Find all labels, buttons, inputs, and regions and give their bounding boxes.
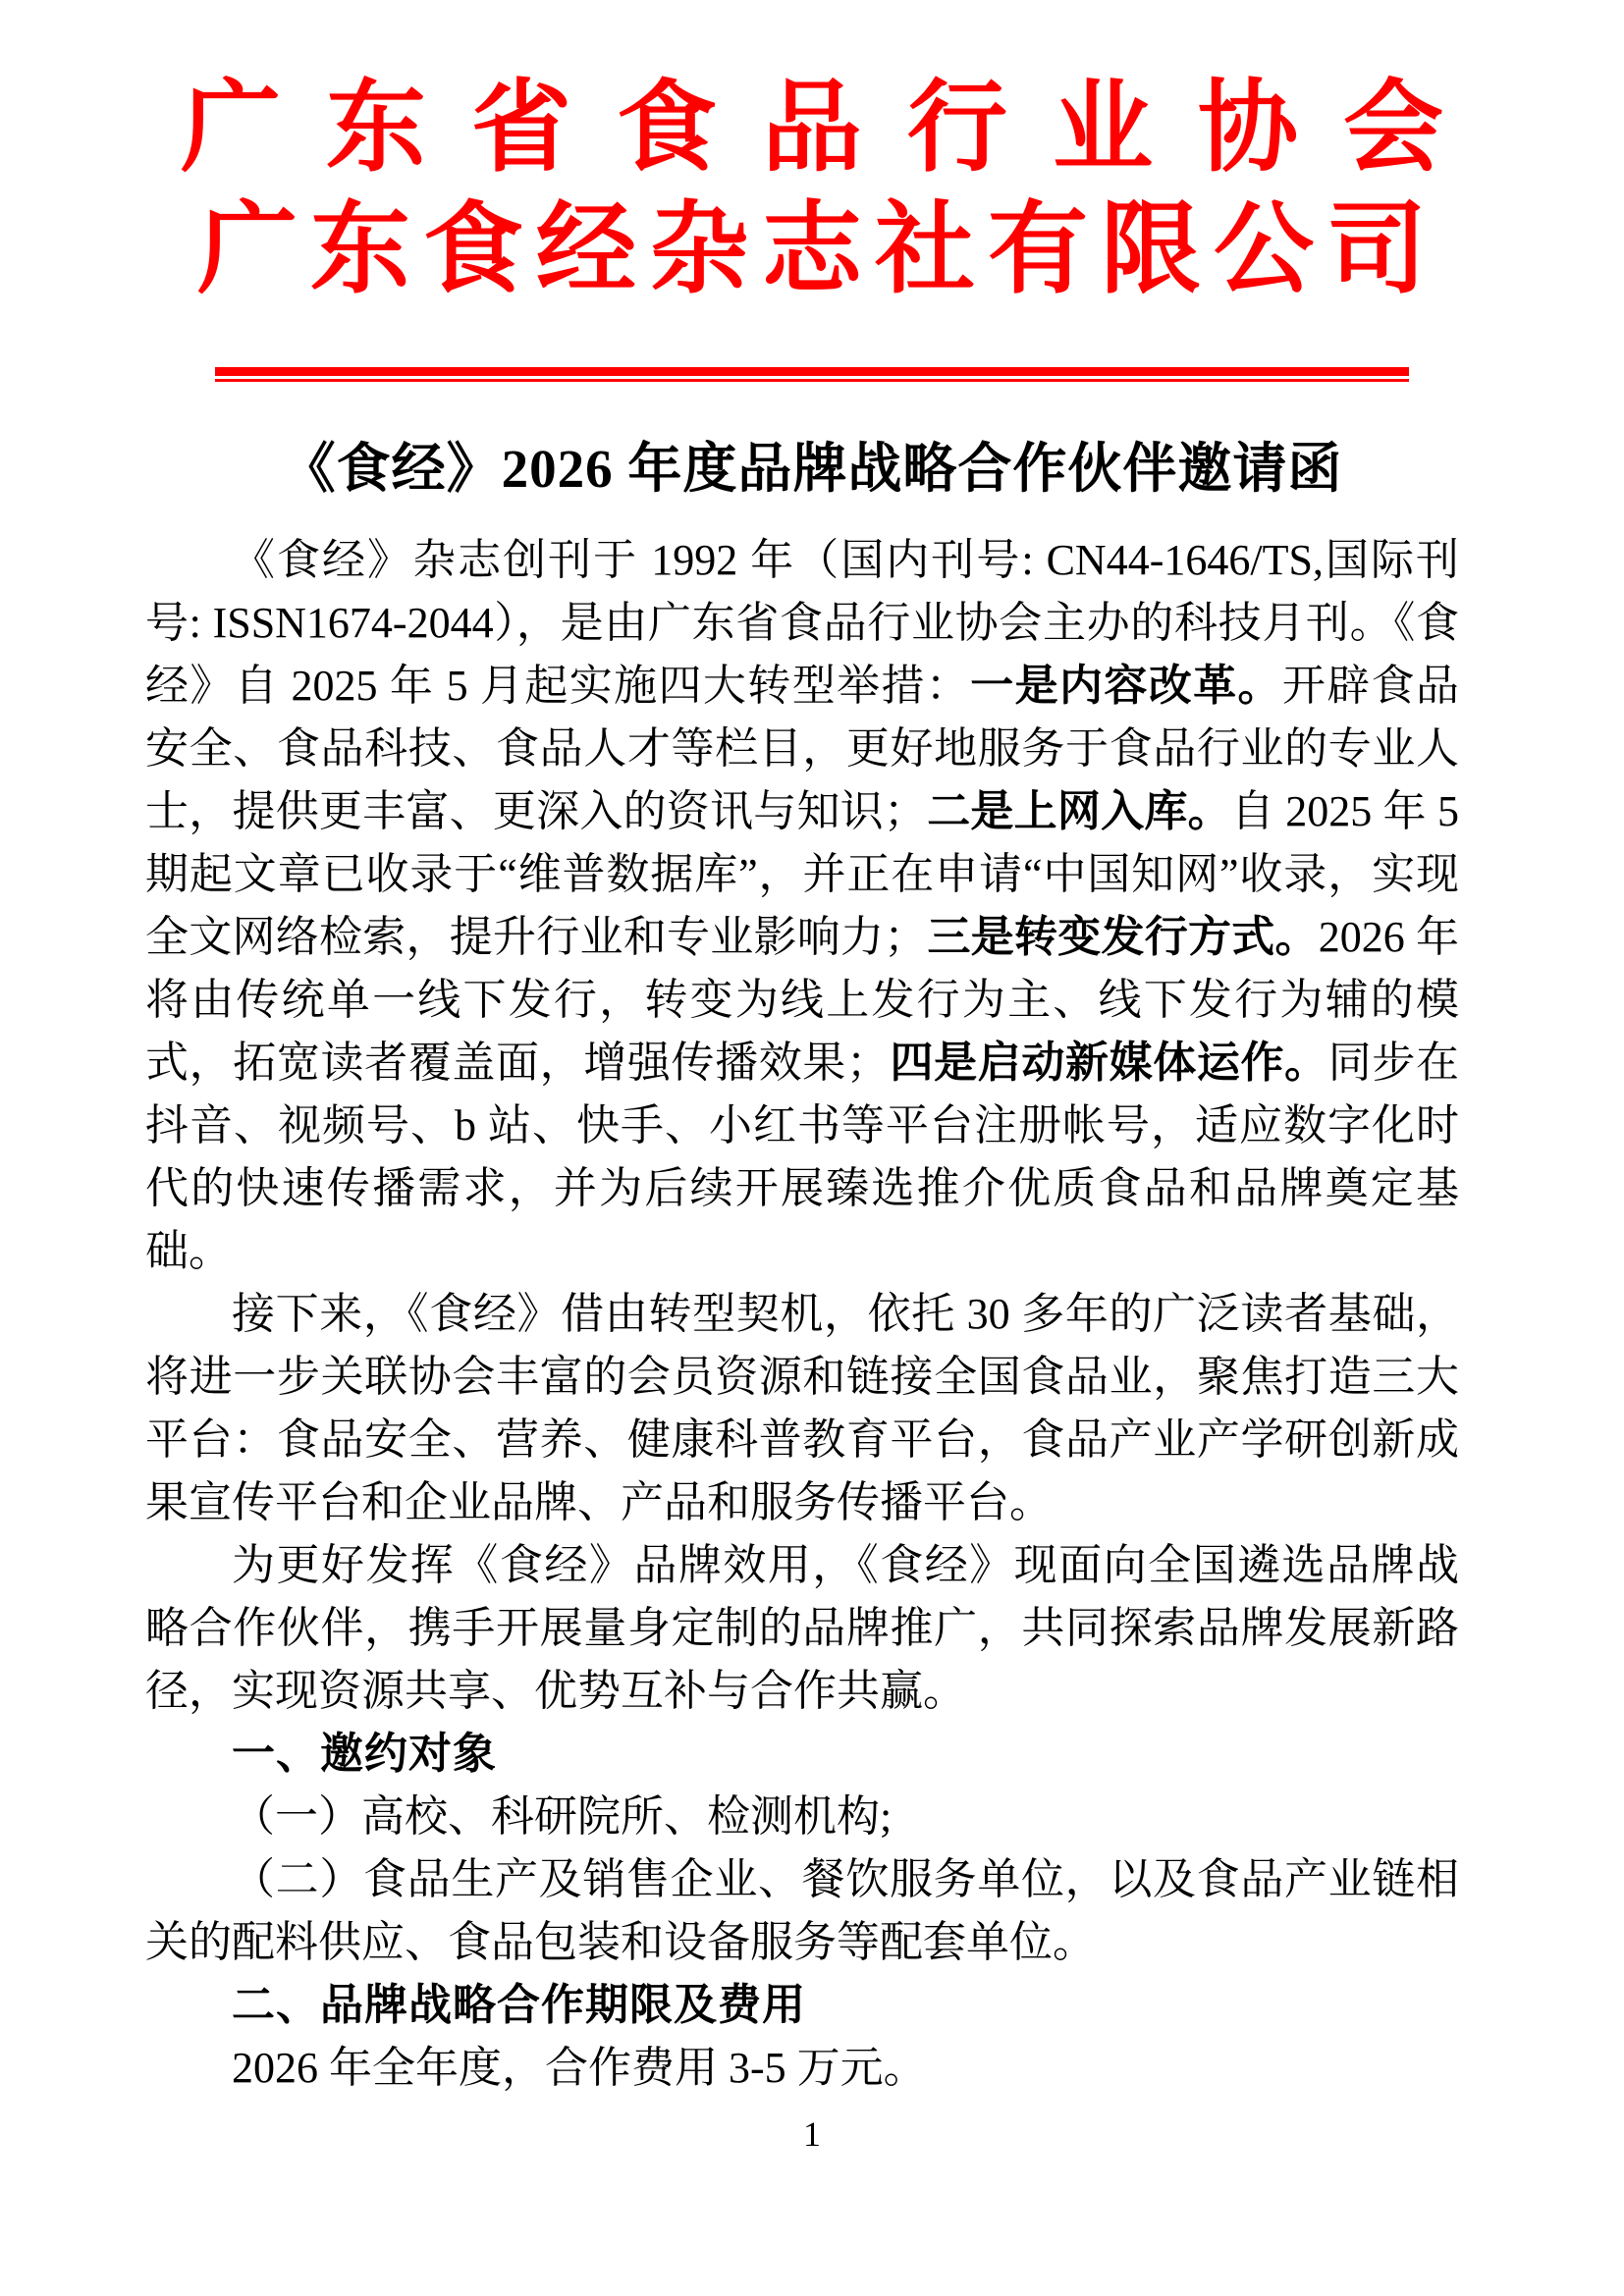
section-heading [145,1723,1459,1786]
text-run: （二）食品生产及销售企业、餐饮服务单位，以及食品产业链相关的配料供应、食品包装和设备服务等配套单位。 [145,1855,1459,1966]
page-number: 1 [803,2114,821,2154]
letterhead-rule-thin [215,379,1409,382]
section-heading [145,1974,1459,2037]
bold-text-run: 三是转变发行方式。 [927,913,1319,961]
text-run: 接下来，《食经》借由转型契机，依托 30 多年的广泛读者基础，将进一步关联协会丰富的会员资源和链接全国食品业，聚焦打造三大平台：食品安全、营养、健康科普教育平台，食品产业产学研创新成果宣传平台和企业品牌、产品和服务传播平台。 [145,1290,1459,1526]
text-run: 为更好发挥《食经》品牌效用，《食经》现面向全国遴选品牌战略合作伙伴，携手开展量身定制的品牌推广，共同探索品牌发展新路径，实现资源共享、优势互补与合作共赢。 [145,1541,1459,1715]
bold-text-run: 一、邀约对象 [232,1730,497,1778]
paragraph [145,1534,1459,1723]
text-run: 2026 年全年度，合作费用 3-5 万元。 [232,2044,927,2092]
paragraph [145,1848,1459,1974]
paragraph [145,1786,1459,1848]
text-run: 自 2025 年 5 期起文章已收录于“维普数据库”，并正在申请“中国知网”收录，实现全文网络检索，提升行业和专业影响力； [145,787,1460,961]
bold-text-run: 一是内容改革。 [970,662,1282,710]
text-run: 同步在抖音、视频号、b 站、快手、小红书等平台注册帐号，适应数字化时代的快速传播需求，并为后续开展臻选推介优质食品和品牌奠定基础。 [145,1039,1460,1275]
paragraph [145,1283,1459,1534]
letterhead [0,0,1624,382]
paragraph [145,2037,1459,2100]
bold-text-run: 二、品牌战略合作期限及费用 [232,1981,806,2029]
text-run: （一）高校、科研院所、检测机构; [232,1792,893,1841]
document-body [145,529,1459,2100]
letterhead-rule [215,367,1409,382]
text-run: 开辟食品安全、食品科技、食品人才等栏目，更好地服务于食品行业的专业人士，提供更丰富、更深入的资讯与知识； [145,662,1460,835]
org-name-line-1: 广东省食品行业协会 [181,74,1489,185]
page-footer [0,2112,1624,2156]
org-name-line-2: 广东食经杂志社有限公司 [197,195,1439,306]
document-title: 《食经》2026 年度品牌战略合作伙伴邀请函 [281,439,1343,499]
paragraph [145,529,1459,1283]
letterhead-rule-thick [215,367,1409,376]
text-run: 《食经》杂志创刊于 1992 年（国内刊号: CN44-1646/TS,国际刊号: ISSN1674-2044），是由广东省食品行业协会主办的科技月刊。《食经》自 2025 年 5 月起实施四大转型举措： [145,536,1459,710]
bold-text-run: 四是启动新媒体运作。 [889,1039,1328,1087]
bold-text-run: 二是上网入库。 [926,787,1231,835]
text-run: 2026 年将由传统单一线下发行，转变为线上发行为主、线下发行为辅的模式，拓宽读者覆盖面，增强传播效果； [145,913,1459,1087]
